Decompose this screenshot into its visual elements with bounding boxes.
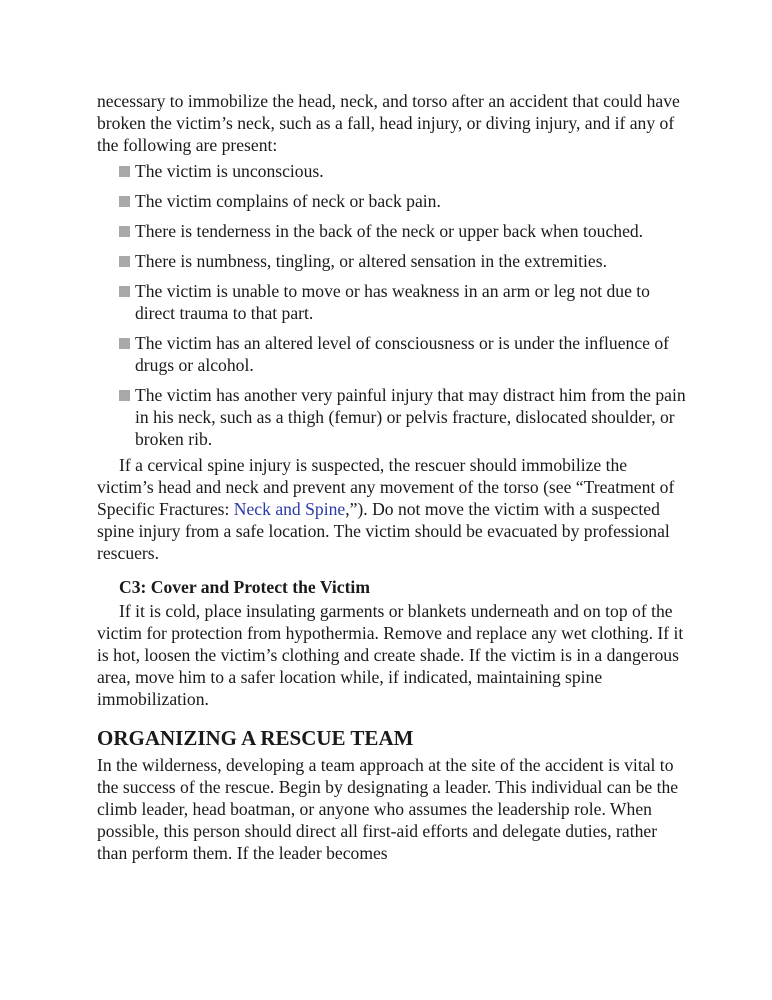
list-item: There is tenderness in the back of the neck or upper back when touched. — [118, 220, 687, 242]
square-bullet-icon — [119, 338, 130, 349]
section-heading: ORGANIZING A RESCUE TEAM — [97, 726, 414, 750]
square-bullet-icon — [119, 196, 130, 207]
square-bullet-icon — [119, 256, 130, 267]
neck-and-spine-link[interactable]: Neck and Spine — [233, 499, 346, 519]
criteria-list — [97, 160, 687, 450]
cervical-paragraph: If a cervical spine injury is suspected, the rescuer should immobilize the victim’s head and neck and prevent any movement of the torso (see “Treatment of Specific Fractures: Neck and Spine,”). Do not move the victim with a suspected spine injury from a safe location. The victim should be evacuated by professional rescuers. — [97, 455, 675, 563]
square-bullet-icon — [119, 286, 130, 297]
list-item: The victim complains of neck or back pain. — [118, 190, 687, 212]
list-item: The victim is unable to move or has weakness in an arm or leg not due to direct trauma to that part. — [118, 280, 687, 324]
list-item: The victim is unconscious. — [118, 160, 687, 182]
list-item: The victim has an altered level of consciousness or is under the influence of drugs or alcohol. — [118, 332, 687, 376]
list-item: There is numbness, tingling, or altered sensation in the extremities. — [118, 250, 687, 272]
document-page — [97, 90, 687, 864]
c3-paragraph: If it is cold, place insulating garments or blankets underneath and on top of the victim for protection from hypothermia. Remove and replace any wet clothing. If it is hot, loosen the victim’s clothing and create shade. If the victim is in a dangerous area, move him to a safer location while, if indicated, maintaining spine immobilization. — [97, 601, 684, 709]
c3-heading: C3: Cover and Protect the Victim — [119, 577, 370, 597]
list-item: The victim has another very painful injury that may distract him from the pain in his neck, such as a thigh (femur) or pelvis fracture, dislocated shoulder, or broken rib. — [118, 384, 687, 450]
intro-paragraph: necessary to immobilize the head, neck, and torso after an accident that could have broken the victim’s neck, such as a fall, head injury, or diving injury, and if any of the following are present: — [97, 91, 680, 155]
square-bullet-icon — [119, 390, 130, 401]
section-paragraph: In the wilderness, developing a team approach at the site of the accident is vital to the success of the rescue. Begin by designating a leader. This individual can be the climb leader, head boatman, or anyone who assumes the leadership role. When possible, this person should direct all first-aid efforts and delegate duties, rather than perform them. If the leader becomes — [97, 755, 679, 863]
square-bullet-icon — [119, 166, 130, 177]
square-bullet-icon — [119, 226, 130, 237]
